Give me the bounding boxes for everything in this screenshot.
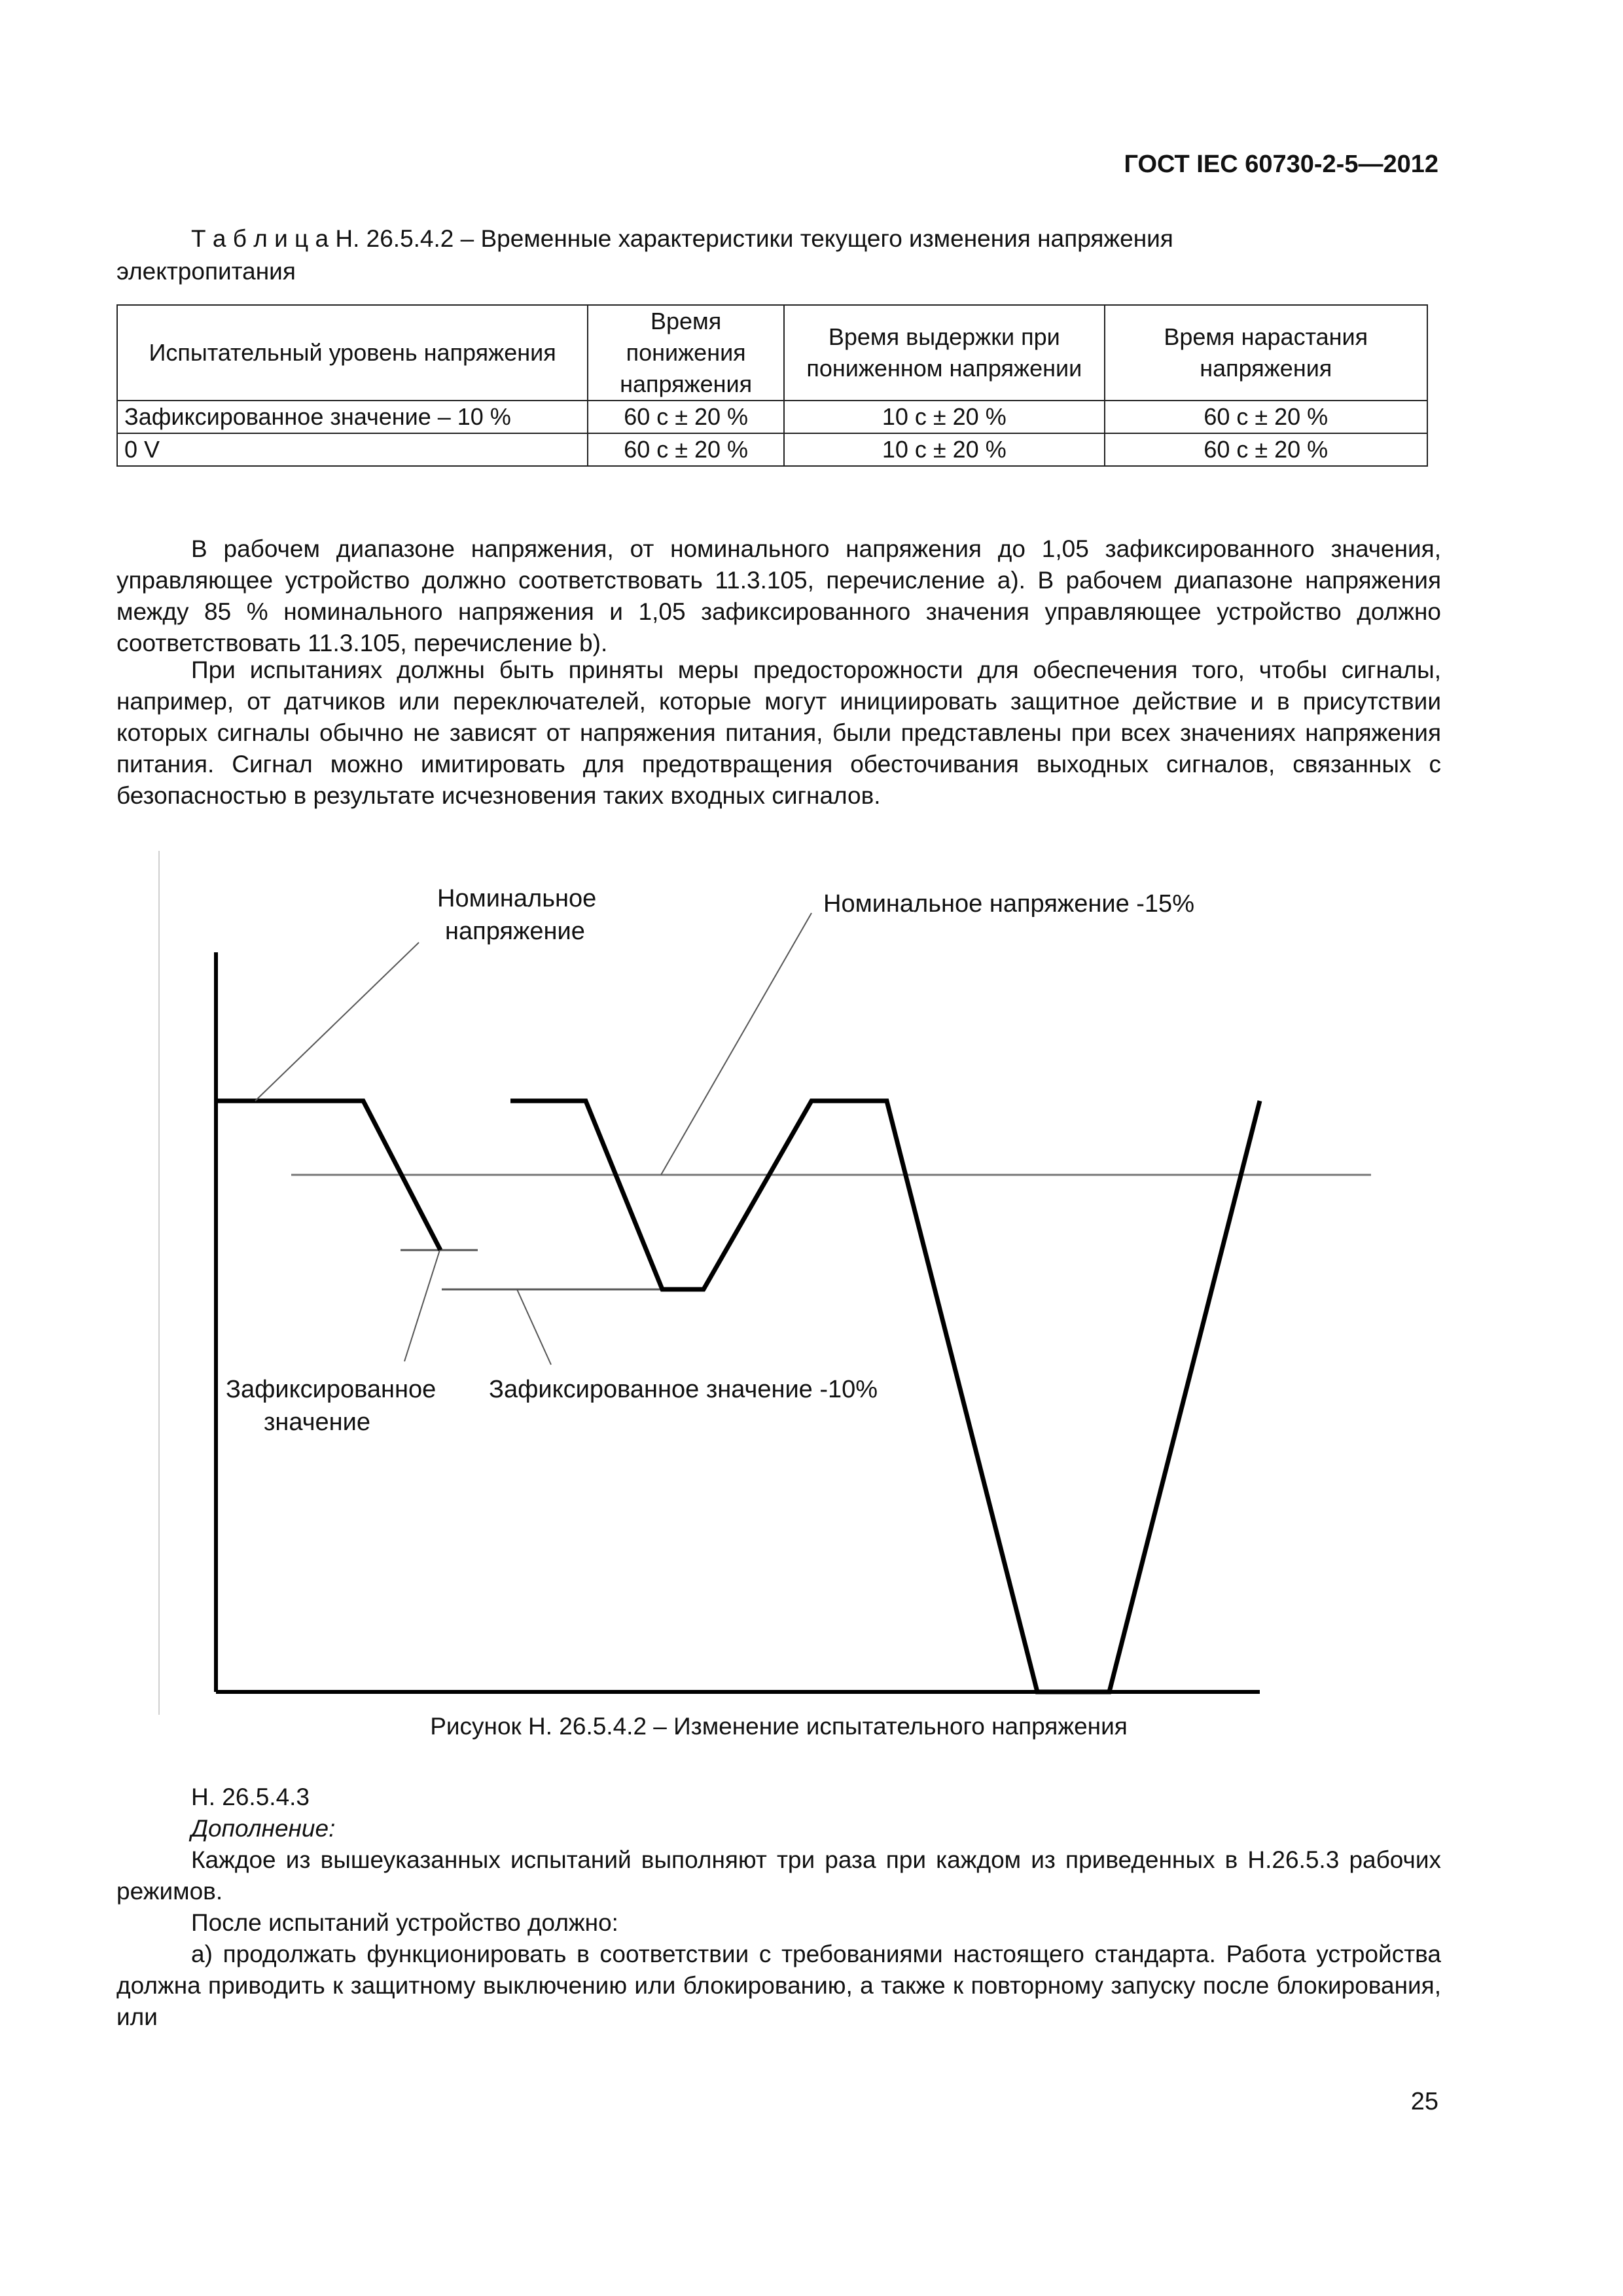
label-fixed-line2: значение xyxy=(264,1408,370,1436)
header-rise-time: Время нарастания напряжения xyxy=(1105,305,1427,401)
body-paragraph-2: При испытаниях должны быть приняты меры предосторожности для обеспечения того, чтобы сигналы, например, от датчиков или переключателей, которые могут инициировать защитное действие и в присутствии которых сигналы обычно не зависят от напряжения питания, были представлены при всех значениях напряжения питания. Сигнал можно имитировать для предотвращения обесточивания выходных сигналов, связанных с безопасностью в результате исчезновения таких входных сигналов. xyxy=(116,656,1441,809)
figure-caption: Рисунок Н. 26.5.4.2 – Изменение испытательного напряжения xyxy=(430,1713,1128,1740)
table-cell: 60 с ± 20 % xyxy=(1105,401,1427,433)
table-cell: 10 с ± 20 % xyxy=(784,433,1104,466)
table-cell: Зафиксированное значение – 10 % xyxy=(117,401,588,433)
table-cell: 10 с ± 20 % xyxy=(784,401,1104,433)
section-paragraph-2: После испытаний устройство должно: xyxy=(191,1909,618,1936)
table-cell: 60 с ± 20 % xyxy=(588,433,784,466)
body-paragraph-1: В рабочем диапазоне напряжения, от номинального напряжения до 1,05 зафиксированного значения, управляющее устройство должно соответствовать 11.3.105, перечисление а). В рабочем диапазоне напряжения между 85 % номинального напряжения и 1,05 зафиксированного значения управляющее устройство должно соответствовать 11.3.105, перечисление b). xyxy=(116,535,1441,656)
table-cell: 60 с ± 20 % xyxy=(1105,433,1427,466)
header-hold-time: Время выдержки при пониженном напряжении xyxy=(784,305,1104,401)
section-paragraph-1: Каждое из вышеуказанных испытаний выполняют три раза при каждом из приведенных в Н.26.5.3 рабочих режимов. xyxy=(116,1846,1441,1905)
section-paragraph-3: а) продолжать функционировать в соответствии с требованиями настоящего стандарта. Работа устройства должна приводить к защитному выключению или блокированию, а также к повторному запуску после блокирования, или xyxy=(116,1941,1441,2030)
leader-line-nominal xyxy=(255,942,419,1101)
header-decrease-time: Время понижения напряжения xyxy=(588,305,784,401)
table-cell: 60 с ± 20 % xyxy=(588,401,784,433)
header-test-level: Испытательный уровень напряжения xyxy=(117,305,588,401)
leader-line-fixed xyxy=(404,1250,440,1361)
section-heading: Дополнение: xyxy=(191,1815,336,1842)
table-caption-line2: электропитания xyxy=(116,258,296,285)
table-cell: 0 V xyxy=(117,433,588,466)
label-nominal-line1: Номинальное xyxy=(437,885,597,912)
table-caption-line1: Т а б л и ц а Н. 26.5.4.2 – Временные характеристики текущего изменения напряжения xyxy=(191,225,1173,252)
section-number: Н. 26.5.4.3 xyxy=(191,1784,310,1810)
label-fixed-minus10: Зафиксированное значение -10% xyxy=(489,1376,878,1403)
leader-line-fixed-10 xyxy=(517,1289,551,1365)
label-nominal-line2: напряжение xyxy=(445,918,585,945)
section-block xyxy=(116,1782,1441,2033)
label-nominal-minus15: Номинальное напряжение -15% xyxy=(823,890,1194,918)
standard-header: ГОСТ IEC 60730-2-5—2012 xyxy=(1124,151,1438,178)
label-fixed-line1: Зафиксированное xyxy=(226,1376,437,1403)
page-number: 25 xyxy=(1410,2088,1438,2115)
leader-line-nominal-15 xyxy=(661,913,812,1175)
